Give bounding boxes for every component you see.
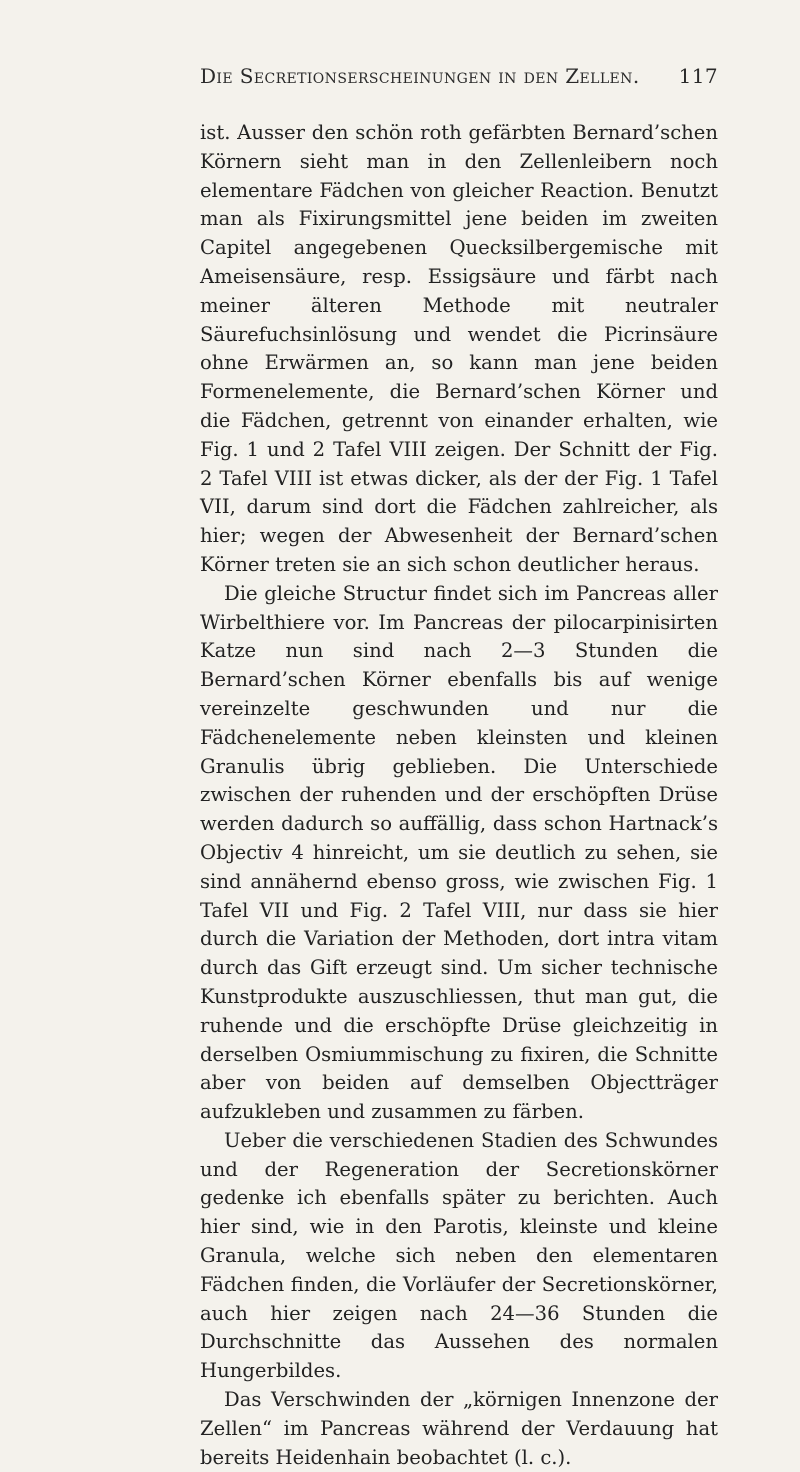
- paragraph: Ueber die verschiedenen Stadien des Schwundes und der Regeneration der Secretionskörner gedenke ich ebenfalls später zu berichten. Auch hier sind, wie in den Parotis, kleinste und kleine Granula, welche sich neben den elementaren Fädchen finden, die Vorläufer der Secretionskörner, auch hier zeigen nach 24—36 Stunden die Durchschnitte das Aussehen des normalen Hungerbildes.: [200, 1128, 718, 1383]
- main-text: [200, 119, 718, 1472]
- running-header: [200, 64, 718, 94]
- page-number: 117: [678, 64, 718, 88]
- running-title: Die Secretionserscheinungen in den Zellen.: [200, 64, 640, 88]
- paragraph: ist. Ausser den schön roth gefärbten Bernard’schen Körnern sieht man in den Zellenleibern noch elementare Fädchen von gleicher Reaction. Benutzt man als Fixirungsmittel jene beiden im zweiten Capitel angegebenen Quecksilbergemische mit Ameisensäure, resp. Essigsäure und färbt nach meiner älteren Methode mit neutraler Säurefuchsinlösung und wendet die Picrinsäure ohne Erwärmen an, so kann man jene beiden Formenelemente, die Bernard’schen Körner und die Fädchen, getrennt von einander erhalten, wie Fig. 1 und 2 Tafel VIII zeigen. Der Schnitt der Fig. 2 Tafel VIII ist etwas dicker, als der der Fig. 1 Tafel VII, darum sind dort die Fädchen zahlreicher, als hier; wegen der Abwesenheit der Bernard’schen Körner treten sie an sich schon deutlicher heraus.: [200, 121, 718, 576]
- paragraph: Das Verschwinden der „körnigen Innenzone der Zellen“ im Pancreas während der Verdauung hat bereits Heidenhain beobachtet (l. c.).: [200, 1388, 718, 1469]
- paragraph: Die gleiche Structur findet sich im Pancreas aller Wirbelthiere vor. Im Pancreas der pilocarpinisirten Katze nun sind nach 2—3 Stunden die Bernard’schen Körner ebenfalls bis auf wenige vereinzelte geschwunden und nur die Fädchenelemente neben kleinsten und kleinen Granulis übrig geblieben. Die Unterschiede zwischen der ruhenden und der erschöpften Drüse werden dadurch so auffällig, dass schon Hartnack’s Objectiv 4 hinreicht, um sie deutlich zu sehen, sie sind annähernd ebenso gross, wie zwischen Fig. 1 Tafel VII und Fig. 2 Tafel VIII, nur dass sie hier durch die Variation der Methoden, dort intra vitam durch das Gift erzeugt sind. Um sicher technische Kunstprodukte auszuschliessen, thut man gut, die ruhende und die erschöpfte Drüse gleichzeitig in derselben Osmiummischung zu fixiren, die Schnitte aber von beiden auf demselben Objectträger aufzukleben und zusammen zu färben.: [200, 581, 718, 1124]
